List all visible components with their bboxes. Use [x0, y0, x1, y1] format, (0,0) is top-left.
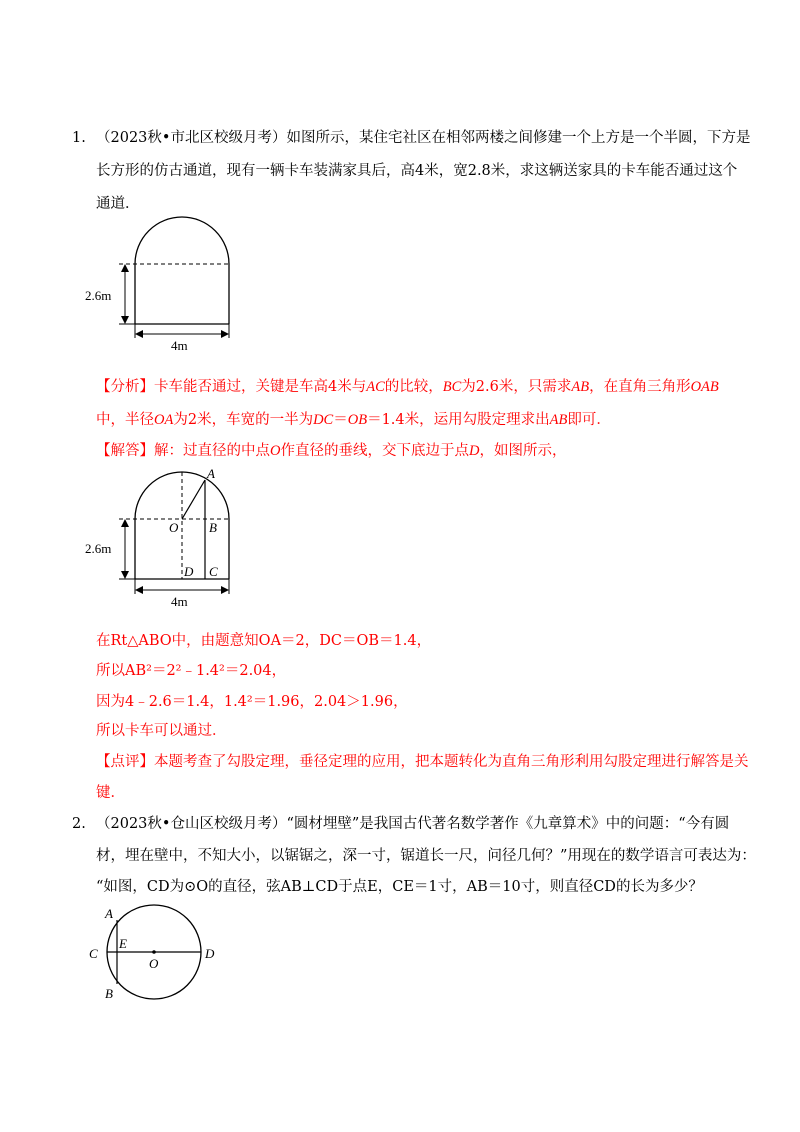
analysis-var: OA [154, 412, 174, 428]
solution-step-4: 所以卡车可以通过． [96, 723, 227, 739]
analysis-line-1 [96, 377, 719, 397]
solution-step-3: 因为4﹣2.6＝1.4，1.4²＝1.96，2.04＞1.96， [96, 694, 408, 710]
point-label-e: E [119, 936, 127, 951]
figure-circle [85, 900, 235, 1010]
problem-2-number: 2. [72, 816, 86, 832]
solution-step-2: 所以AB²＝2²﹣1.4²＝2.04， [96, 663, 287, 679]
point-label-a: A [105, 906, 113, 921]
analysis-var: AB [571, 379, 590, 395]
solution-var: O [270, 443, 281, 459]
problem-2-text-line-1: （2023秋•仓山区校级月考）“圆材埋壁”是我国古代著名数学著作《九章算术》中的问题：“今有圆 [96, 816, 730, 832]
analysis-var: DC [313, 412, 334, 428]
solution-text: 作直径的垂线，交下底边于点 [280, 443, 469, 459]
point-label-d: D [205, 946, 215, 961]
solution-step-1: 在Rt△ABO中，由题意知OA＝2，DC＝OB＝1.4， [96, 633, 432, 649]
review-line-2: 键． [96, 785, 125, 801]
analysis-var: OB [347, 412, 368, 428]
solution-tag: 【解答】 [96, 443, 154, 459]
problem-1-number: 1. [72, 130, 86, 146]
analysis-text: 为2.6米，只需求 [461, 379, 572, 395]
analysis-text: 的比较， [384, 379, 443, 395]
solution-text: 解：过直径的中点 [154, 443, 270, 459]
figure-tunnel-1 [85, 220, 235, 360]
point-label-a: A [207, 466, 215, 481]
problem-1-text-line-3: 通道． [96, 196, 140, 212]
figure2-height-label: 2.6m [85, 541, 112, 556]
point-label-b: B [209, 520, 217, 535]
analysis-text: ＝1.4米，运用勾股定理求出 [367, 412, 550, 428]
problem-2-text-line-2: 材，埋在壁中，不知大小，以锯锯之，深一寸，锯道长一尺，问径几何？”用现在的数学语言可表达为： [96, 848, 756, 864]
problem-1-text-line-2: 长方形的仿古通道，现有一辆卡车装满家具后，高4米，宽2.8米，求这辆送家具的卡车能否通过这个 [96, 163, 738, 179]
problem-1-text-line-1: （2023秋•市北区校级月考）如图所示，某住宅社区在相邻两楼之间修建一个上方是一个半圆，下方是 [96, 130, 751, 146]
figure1-height-label: 2.6m [85, 288, 112, 303]
analysis-line-2 [96, 410, 611, 430]
problem-2-text-line-3: “如图，CD为⊙O的直径，弦AB⊥CD于点E，CE＝1寸，AB＝10寸，则直径CD的长为多少？ [96, 879, 703, 895]
analysis-text: 卡车能否通过，关键是车高4米与 [154, 379, 367, 395]
solution-line [96, 441, 566, 461]
analysis-var: AC [366, 379, 385, 395]
analysis-text: ，在直角三角形 [589, 379, 691, 395]
analysis-text: ＝ [333, 412, 348, 428]
figure-tunnel-2 [85, 466, 245, 620]
review-tag: 【点评】 [96, 754, 154, 770]
analysis-var: OAB [690, 379, 719, 395]
point-label-d: D [184, 564, 194, 579]
point-label-o: O [169, 520, 179, 535]
analysis-text: 为2米，车宽的一半为 [173, 412, 314, 428]
analysis-var: BC [442, 379, 462, 395]
analysis-text: 中，半径 [96, 412, 154, 428]
solution-var: D [468, 443, 480, 459]
point-label-b: B [105, 986, 113, 1001]
review-line-1 [96, 752, 749, 772]
solution-text: ，如图所示， [479, 443, 567, 459]
review-text: 本题考查了勾股定理，垂径定理的应用，把本题转化为直角三角形利用勾股定理进行解答是关 [154, 754, 749, 770]
point-label-o: O [149, 956, 159, 971]
figure1-width-label: 4m [171, 338, 188, 353]
point-label-c: C [89, 946, 98, 961]
point-label-c: C [209, 564, 218, 579]
figure2-width-label: 4m [171, 594, 188, 609]
analysis-text: 即可． [567, 412, 611, 428]
analysis-var: AB [549, 412, 568, 428]
analysis-tag: 【分析】 [96, 379, 154, 395]
